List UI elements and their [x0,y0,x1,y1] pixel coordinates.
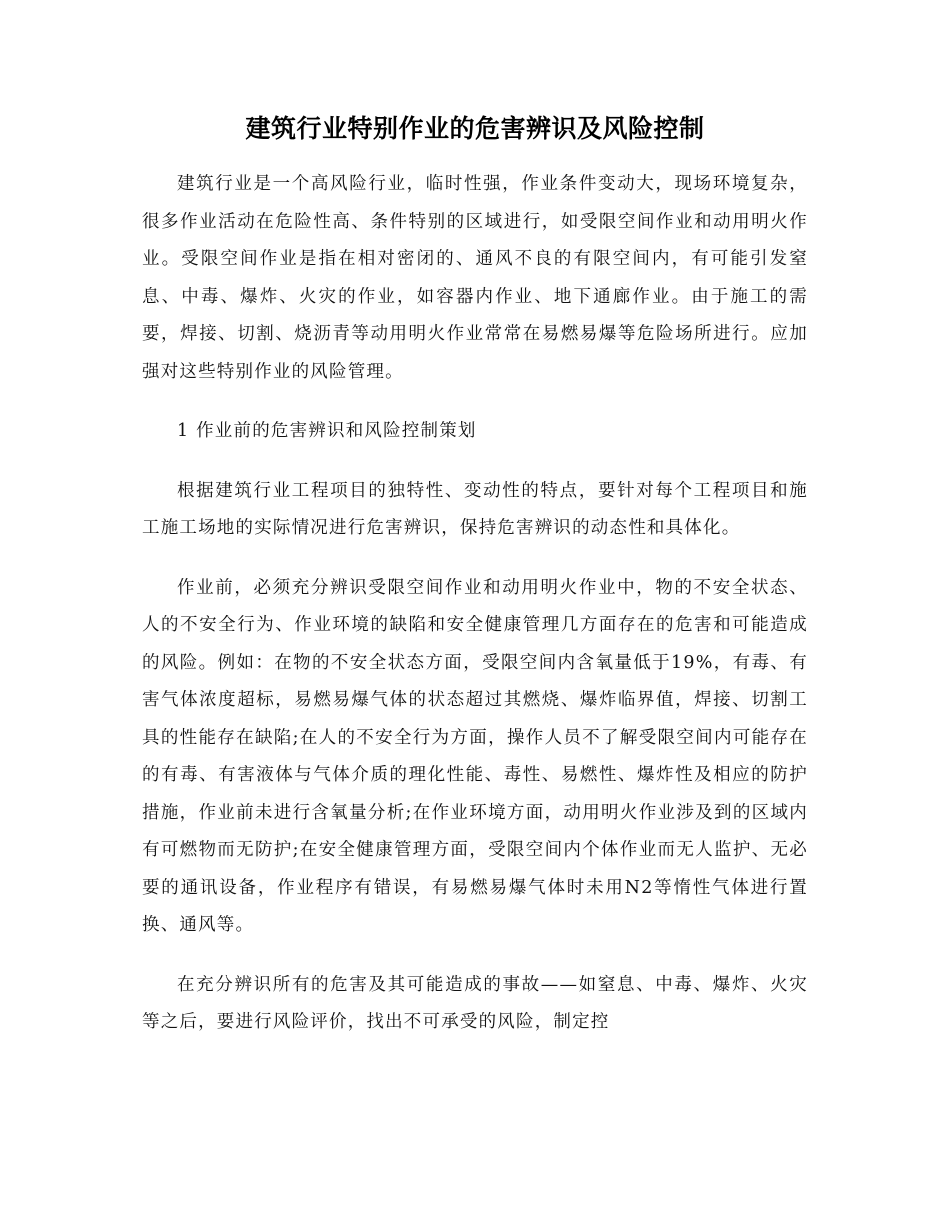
section-heading: 1 作业前的危害辨识和风险控制策划 [177,421,477,441]
document-title: 建筑行业特别作业的危害辨识及风险控制 [245,114,705,143]
body-paragraph: 作业前，必须充分辨识受限空间作业和动用明火作业中，物的不安全状态、人的不安全行为、作业环境的缺陷和安全健康管理几方面存在的危害和可能造成的风险。例如：在物的不安全状态方面，受限空间内含氧量低于19%，有毒、有害气体浓度超标，易燃易爆气体的状态超过其燃烧、爆炸临界值，焊接、切割工具的性能存在缺陷;在人的不安全行为方面，操作人员不了解受限空间内可能存在的有毒、有害液体与气体介质的理化性能、毒性、易燃性、爆炸性及相应的防护措施，作业前未进行含氧量分析;在作业环境方面，动用明火作业涉及到的区域内有可燃物而无防护;在安全健康管理方面，受限空间内个体作业而无人监护、无必要的通讯设备，作业程序有错误，有易燃易爆气体时未用N2等惰性气体进行置换、通风等。 [142,577,808,935]
intro-paragraph: 建筑行业是一个高风险行业，临时性强，作业条件变动大，现场环境复杂，很多作业活动在危险性高、条件特别的区域进行，如受限空间作业和动用明火作业。受限空间作业是指在相对密闭的、通风不良的有限空间内，有可能引发窒息、中毒、爆炸、火灾的作业，如容器内作业、地下通廊作业。由于施工的需要，焊接、切割、烧沥青等动用明火作业常常在易燃易爆等危险场所进行。应加强对这些特别作业的风险管理。 [142,174,808,382]
body-paragraph: 根据建筑行业工程项目的独特性、变动性的特点，要针对每个工程项目和施工施工场地的实际情况进行危害辨识，保持危害辨识的动态性和具体化。 [142,480,808,538]
body-paragraph: 在充分辨识所有的危害及其可能造成的事故——如窒息、中毒、爆炸、火灾等之后，要进行风险评价，找出不可承受的风险，制定控 [142,974,808,1032]
